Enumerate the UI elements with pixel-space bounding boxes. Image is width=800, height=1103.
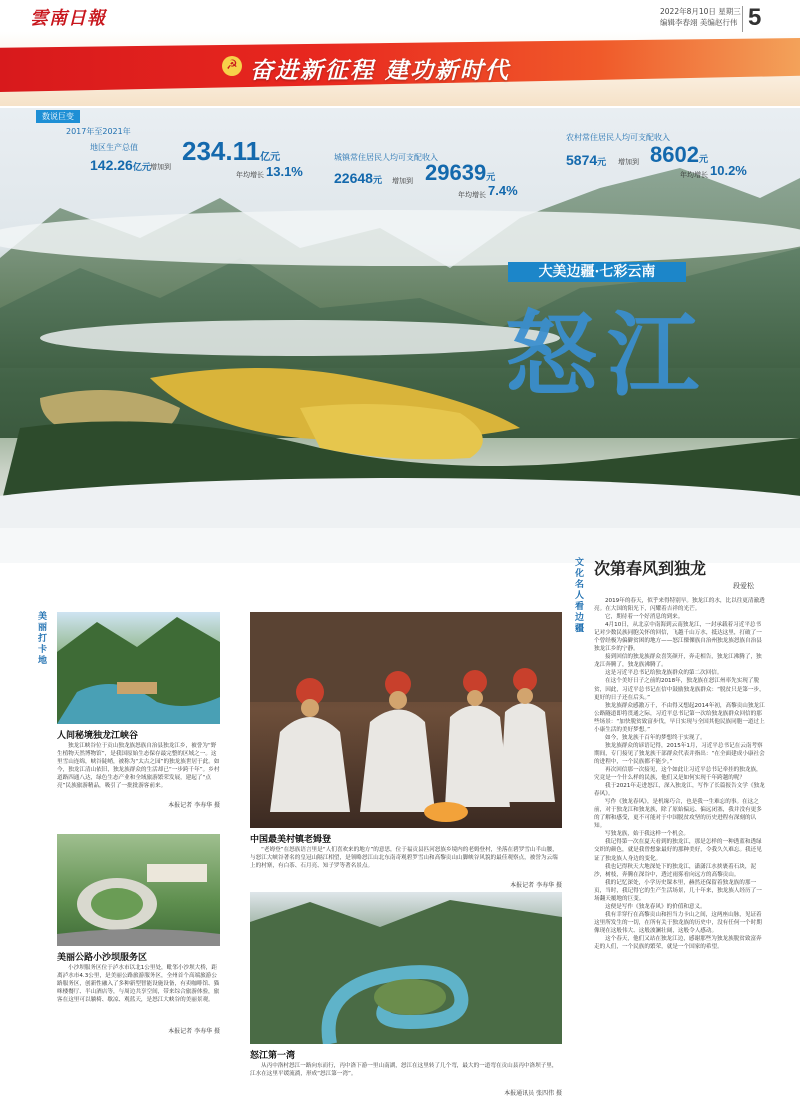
- item-title: 怒江第一湾: [250, 1051, 296, 1061]
- stat-rural-arrow: 增加到: [618, 158, 639, 166]
- date-editor-line: [660, 6, 741, 28]
- article-paragraph: 写作《独龙春风》，是机缘巧合，也是我一生难忘的事。在这之前，对于独龙江和独龙族，除了原始偏远、偏远闭塞，我并没有更多的了解和感受，更不可能对于中国脱贫攻坚的历史进程有深刻的认知。: [594, 799, 762, 830]
- article-paragraph: 我也记得秋天大地深处下的独龙江，潇潇江水挟裹着石块，泥沙，树枝，奔腾在深谷中，透过雨雾看向远方的高黎贡山。: [594, 863, 757, 878]
- hero-banner-label: 大美边疆·七彩云南: [508, 262, 686, 282]
- stat-rural-growth: 10.2%: [710, 163, 747, 178]
- stat-urban-from: 22648: [334, 170, 373, 186]
- musicians-illustration: [250, 612, 562, 828]
- item-credit: 本报记者 李寿华 摄: [168, 802, 220, 809]
- article-paragraph: 写独龙族，始于我这样一个机会。: [605, 831, 689, 838]
- stat-urban-growth: 7.4%: [488, 183, 518, 198]
- stat-rural-growth-label: 年均增长: [680, 171, 708, 179]
- nujiang-first-bend-photo: [250, 892, 562, 1044]
- left-section-tag: 美丽打卡地: [38, 612, 48, 666]
- article-paragraph: 4月10日，从北京中南海到云南独龙江，一封承载着习近平总书记对少数民族同胞关怀的回信，飞越千山万水，抵达这里，打破了一个曾经极为偏僻贫困的地方——怒江傈僳族自治州独龙族怒族自治县独龙江乡的宁静。: [594, 622, 762, 653]
- stat-urban-to-unit: 元: [486, 173, 496, 183]
- party-emblem-icon: ☭: [222, 56, 242, 76]
- stat-urban-unit: 元: [372, 176, 382, 186]
- newspaper-logo: 雲南日報: [30, 8, 106, 29]
- article-paragraph: 独龙族群众的谚语记得，2015年1月，习近平总书记在云南考察期间，专门接见了独龙族干部群众代表并指出：“在全面建成小康社会的进程中，一个民族都不能少。”: [594, 742, 765, 765]
- stat-gdp-growth: 13.1%: [266, 164, 303, 179]
- article-paragraph: 接到回信的独龙族群众喜笑颜开，奔走相告，独龙江沸腾了，独龙江奔腾了，独龙族沸腾了。: [594, 654, 762, 669]
- article-paragraph: 我的记忆深处，小学历史课本里，赫然还保留着独龙族的那一页，当时，我记得它的生产生活场景，几十年来，独龙族人经历了一场翻天覆地的巨变。: [594, 879, 762, 902]
- date-line: 2022年8月10日 星期三: [660, 7, 741, 16]
- item-body: 小沙坝服务区位于泸水市以北1公里处，毗邻小沙坝大桥，距离泸水市4.3公里，是美丽公路旅游服务区，全州首个高端旅游公路服务区，创新性融入了多种新型智能设施设备，有卖咖啡馆、猫咪楼餐厅、半山酒店等，与周边共享空间，带来综合旅游体验，旅客在这里可以躺椅、歇凉、观蓝天，是怒江大峡谷的美丽景观。: [57, 965, 220, 1003]
- article-paragraph: 我记得第一次在夏天看到的独龙江，那是怎样的一种透蓝和透绿交织的颜色，就是我曾想象最好的那种美好，令我久久难忘。我还见证了独龙族人身边的变化。: [594, 839, 762, 862]
- laomudeng-musicians-photo: [250, 612, 562, 828]
- article-paragraph: 我于2021年走进怒江，深入独龙江，写作了长篇报告文学《独龙春风》。: [594, 783, 765, 798]
- article-paragraph: 独龙族群众感激万千，不由得又想起2014年初，高黎贡山独龙江公路隧道即将贯通之际，习近平总书记第一次给独龙族群众回信的那些场景：“加快脱贫致富步伐，早日实现与全国其他民族同胞一道过上小康生活的美好梦想。”: [594, 702, 765, 733]
- hero-title: 怒江: [505, 301, 710, 409]
- article-paragraph: 这是习近平总书记给独龙族群众的第二次回信。: [605, 670, 723, 677]
- stat-gdp-label: 地区生产总值: [90, 143, 138, 152]
- slogan-title: 奋进新征程 建功新时代: [250, 58, 511, 84]
- article-paragraph: 这个春天，他们又站在独龙江边，感谢那些为独龙族脱贫致富奔走的人们，一个民族的繁荣，就是一个国家的希望。: [594, 935, 762, 951]
- stat-gdp-to-unit: 亿元: [260, 152, 281, 163]
- item-body: 从丙中洛村怒江一路向东而行，丙中洛下游一里山南湖，怒江在这里转了几个弯，最大的一道弯在贡山县丙中洛坝子里，江水在这里平缓流淌，形成“怒江第一湾”。: [250, 1063, 558, 1077]
- article-section-tag: 文化名人看边疆: [575, 558, 585, 634]
- stats-period: 2017年至2021年: [66, 127, 131, 136]
- dulong-valley-photo: [57, 612, 220, 724]
- article-title: 次第春风到独龙: [594, 559, 707, 578]
- item-title: 中国最美村镇老姆登: [250, 835, 332, 845]
- service-area-illustration: [57, 834, 220, 946]
- item-credit: 本报记者 李寿华 摄: [168, 1028, 220, 1035]
- stat-gdp-to-wrap: [182, 136, 280, 167]
- xiaoshaba-service-area-photo: [57, 834, 220, 946]
- item-body: “老姆登”在怒族语言里是“人们喜欢来的地方”的意思，位于福贡县匹河怒族乡境内的老姆登村，坐落在碧罗雪山半山腰，与怒江大峡谷著名的皇冠山隔江相望，是领略怒江山北东南奇观碧罗雪山和高黎贡山山脚峡谷风貌的最佳观察点，被誉为云端上的村寨，有白茶、石月亮、知子罗等著名景点。: [250, 847, 558, 869]
- stat-rural-from: 5874: [566, 152, 598, 168]
- stat-gdp-growth-label: 年均增长: [236, 171, 264, 179]
- article-paragraph: 再次回信那一次接见，这个如此让习近平总书记牵挂的独龙族，究竟是一个什么样的民族，他们又是如何实现千年跨越的呢？: [594, 766, 762, 782]
- item-credit: 本报记者 李寿华 摄: [510, 882, 562, 889]
- item-body: 独龙江峡谷位于贡山独龙族怒族自治县独龙江乡，被誉为“野生植物天然博物馆”，是我国原始生态保存最完整的区域之一。这里雪山连绵，峡谷陡峭，被称为“太古之园”的独龙族世居于此。如今，独龙江清山依旧，独龙族群众的生活却已“一步跨千年”。乡村道路四通八达，绿色生态产业和全域旅游繁荣发展，建起了“点亮”民族旅游精品，吸引了一批批游客前来。: [57, 743, 220, 789]
- article-paragraph: 在这个美好日子之前的2018年，独龙族在怒江州率先实现了脱贫，因此，习近平总书记在信中鼓励独龙族群众：“脱贫只是第一步，更好的日子还在后头。”: [594, 678, 765, 701]
- article-body: [594, 597, 766, 951]
- item-title: 人间秘境独龙江峡谷: [57, 731, 139, 741]
- header-divider: [742, 6, 743, 32]
- page-number: 5: [748, 4, 762, 31]
- item-title: 美丽公路小沙坝服务区: [57, 953, 148, 963]
- stat-urban-to-wrap: [425, 160, 495, 186]
- stat-rural-to: 8602: [650, 142, 699, 167]
- stat-rural-label: 农村常住居民人均可支配收入: [566, 133, 670, 142]
- article-author: 段爱松: [733, 582, 754, 590]
- stat-gdp-arrow: 增加到: [150, 163, 171, 171]
- stat-gdp-from: 142.26: [90, 157, 133, 173]
- item-credit: 本报通讯员 张四伟 摄: [504, 1090, 562, 1097]
- stat-rural-to-wrap: [650, 142, 708, 168]
- article-paragraph: 2019年的春天，似乎来得特别早。独龙江的水，比以往更清澈透亮。在大国的阳光下，闪耀着吉祥的光芒。: [594, 598, 765, 613]
- stat-gdp: [90, 142, 151, 174]
- stat-urban-to: 29639: [425, 160, 487, 185]
- river-bend-illustration: [250, 892, 562, 1044]
- valley-illustration: [57, 612, 220, 724]
- stats-section-tag: 数说巨变: [36, 110, 80, 123]
- stat-urban-arrow: 增加到: [392, 177, 413, 185]
- article-paragraph: 这便是写作《独龙春风》的价值和意义。: [605, 903, 706, 910]
- stat-rural-to-unit: 元: [698, 155, 708, 165]
- stat-urban-from-wrap: [334, 168, 382, 187]
- stat-gdp-unit: 亿元: [132, 163, 151, 173]
- stat-rural-unit: 元: [597, 158, 607, 168]
- stat-rural-from-wrap: [566, 150, 606, 169]
- stat-urban-label: 城镇常住居民人均可支配收入: [334, 153, 438, 162]
- editor-line: 编辑李春翊 美编赵行伟: [660, 18, 738, 27]
- stat-urban-growth-label: 年均增长: [458, 191, 486, 199]
- stat-gdp-to: 234.11: [182, 136, 261, 166]
- article-paragraph: 如今，独龙族千百年的梦想终于实现了。: [605, 734, 706, 741]
- article-paragraph: 我有幸穿行在高黎贡山和担当力卡山之间，这两座山脉，见证着这里所发生的一切，在所有关于独龙族的历史中，没有任何一个时期像现在这般伟大、这般波澜壮阔，这般令人感动。: [594, 911, 762, 934]
- article-paragraph: 它，期待着一个好消息的到来。: [605, 614, 684, 621]
